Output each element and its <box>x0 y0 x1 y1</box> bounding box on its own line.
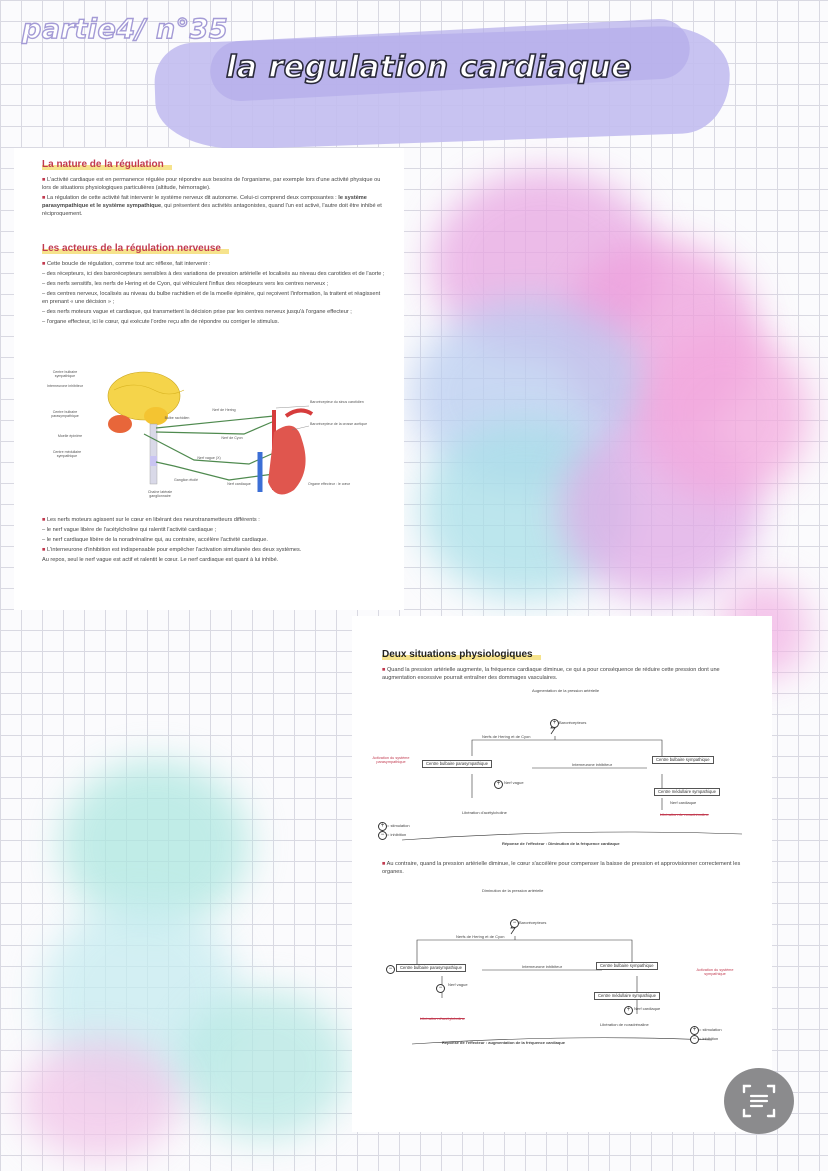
d2-plus-cardiaque: + <box>624 1006 633 1015</box>
d1-plus-baro: + <box>550 719 559 728</box>
d1-nerfs: Nerfs de Hering et de Cyon <box>482 734 531 739</box>
d1-legend-minus: − <box>378 831 387 840</box>
d2-legend-inhib: = inhibition <box>699 1036 719 1041</box>
d1-reponse: Réponse de l'effecteur : Diminution de la fréquence cardiaque <box>502 841 620 846</box>
label-baro-sinus: Barorécepteur du sinus carotidien <box>310 400 364 404</box>
d1-nora: Libération de noradrénaline <box>660 812 709 817</box>
d1-liberation: Libération d'acétylcholine <box>462 810 507 815</box>
d2-minus-baro: − <box>510 919 519 928</box>
d2-legend-plus: + <box>690 1026 699 1035</box>
d1-legend-inhib: = inhibition <box>387 832 407 837</box>
d1-cardiaque: Nerf cardiaque <box>670 800 697 805</box>
d2-liberation: Libération d'acétylcholine <box>420 1016 465 1021</box>
nature-paragraph-2: ■ La régulation de cette activité fait intervenir le système nerveux dit autonome. Celui-ci comprend deux composantes : le système parasympathique et le système sympathique, qui présentent des activités antagonistes, quand l'un est activé, l'autre doit être inhibé et réciproquement. <box>42 195 382 217</box>
d2-med-box: Centre médullaire sympathique <box>594 992 660 1000</box>
label-organe-effecteur: Organe effecteur : le cœur <box>308 482 351 486</box>
d1-med-box: Centre médullaire sympathique <box>654 788 720 796</box>
d1-baro: Barorécepteurs <box>559 720 587 725</box>
label-bulbe: Bulbe rachidien <box>164 416 190 420</box>
label-moelle: Moelle épinière <box>57 434 83 438</box>
flowchart-pressure-increase <box>372 688 762 848</box>
d2-activation: Activation du système sympathique <box>696 968 734 976</box>
moteurs-line-3: – le nerf cardiaque libère de la noradrénaline qui, au contraire, accélère l'activité cardiaque. <box>42 537 268 543</box>
d2-cardiaque: Nerf cardiaque <box>634 1006 661 1011</box>
part-number: partie4/ n°35 <box>22 14 229 45</box>
d2-vague: Nerf vague <box>448 982 468 987</box>
label-nerf-cardiaque: Nerf cardiaque <box>227 482 251 486</box>
label-centre-bulbaire-symp: Centre bulbaire sympathique <box>52 370 78 379</box>
acteurs-item: – des nerfs sensitifs, les nerfs de Hering et de Cyon, qui véhiculent l'influx des récepteurs vers les centres nerveux ; <box>42 281 329 287</box>
section-title-acteurs: Les acteurs de la régulation nerveuse <box>42 243 229 254</box>
label-interneurone: Interneurone inhibiteur <box>47 384 83 388</box>
flowchart-1-lines <box>372 688 762 848</box>
acteurs-intro: ■ Cette boucle de régulation, comme tout arc réflexe, fait intervenir : <box>42 261 211 267</box>
flowchart-pressure-decrease <box>372 888 762 1058</box>
textbook-excerpt-left <box>14 148 404 610</box>
d2-nora: Libération de noradrénaline <box>600 1022 649 1027</box>
nature-paragraph-1: ■ L'activité cardiaque est en permanence régulée pour répondre aux besoins de l'organisme, par exemple lors d'une activité physique ou lors de situations physiologiques particulières (altitude, hémorragie). <box>42 177 381 191</box>
label-centre-medullaire: Centre médullaire sympathique <box>52 450 82 459</box>
d1-symp-box: Centre bulbaire sympathique <box>652 756 714 764</box>
moteurs-line-4: ■ L'interneurone d'inhibition est indispensable pour empêcher l'activation simultanée des deux systèmes. <box>42 547 302 553</box>
label-nerf-cyon: Nerf de Cyon <box>221 436 243 440</box>
page-title: la regulation cardiaque <box>226 50 633 85</box>
moteurs-line-1: ■ Les nerfs moteurs agissent sur le cœur en libérant des neurotransmetteurs différents : <box>42 517 260 523</box>
scan-text-icon <box>724 1068 794 1134</box>
d2-reponse: Réponse de l'effecteur : augmentation de la fréquence cardiaque <box>442 1040 565 1045</box>
label-ganglion: Ganglion étoilé <box>174 478 198 482</box>
d2-para-box: Centre bulbaire parasympathique <box>396 964 466 972</box>
d2-top: Diminution de la pression artérielle <box>482 888 544 893</box>
d2-nerfs: Nerfs de Hering et de Cyon <box>456 934 505 939</box>
d2-minus-vague: − <box>436 984 445 993</box>
acteurs-item: – des récepteurs, ici des barorécepteurs sensibles à des variations de pression artérielle et localisés au niveau des carotides et de l'aorte ; <box>42 271 385 277</box>
d1-activation: Activation du système parasympathique <box>372 756 410 764</box>
label-nerf-hering: Nerf de Hering <box>212 408 236 412</box>
d1-top: Augmentation de la pression artérielle <box>532 688 600 693</box>
label-centre-bulbaire-para: Centre bulbaire parasympathique <box>51 410 79 419</box>
textbook-excerpt-right <box>352 616 772 1132</box>
d1-legend-stim: = stimulation <box>387 823 410 828</box>
section-title-nature: La nature de la régulation <box>42 159 172 170</box>
anatomy-diagram <box>44 370 389 510</box>
d2-baro: Barorécepteurs <box>519 920 547 925</box>
moteurs-line-5: Au repos, seul le nerf vague est actif et ralentit le cœur. Le nerf cardiaque est quant à lui inhibé. <box>42 557 279 563</box>
d2-symp-box: Centre bulbaire sympathique <box>596 962 658 970</box>
acteurs-item: – des centres nerveux, localisés au niveau du bulbe rachidien et de la moelle épinière, qui reçoivent l'information, la traitent et réagissent en prenant « une décision » ; <box>42 291 381 305</box>
situation-1-text: ■ Quand la pression artérielle augmente, la fréquence cardiaque diminue, ce qui a pour conséquence de réduire cette pression dont une augmentation excessive pourrait entraîner des dommages vasculaires. <box>382 667 720 681</box>
d1-legend-plus: + <box>378 822 387 831</box>
section-title-situations: Deux situations physiologiques <box>382 649 541 660</box>
acteurs-item: – l'organe effecteur, ici le cœur, qui exécute l'ordre reçu afin de répondre ou corriger le stimulus. <box>42 319 280 325</box>
scan-text-button[interactable] <box>724 1068 794 1134</box>
acteurs-item: – des nerfs moteurs vague et cardiaque, qui transmettent la décision prise par les centres nerveux jusqu'à l'organe effecteur ; <box>42 309 352 315</box>
d2-legend-stim: = stimulation <box>699 1027 722 1032</box>
d2-legend-minus: − <box>690 1035 699 1044</box>
d1-plus-vague: + <box>494 780 503 789</box>
label-nerf-vague: Nerf vague (X) <box>197 456 221 460</box>
moteurs-line-2: – le nerf vague libère de l'acétylcholine qui ralentit l'activité cardiaque ; <box>42 527 217 533</box>
d1-vague: Nerf vague <box>504 780 524 785</box>
d1-inter: Interneurone inhibiteur <box>572 762 613 767</box>
d2-inter: Interneurone inhibiteur <box>522 964 563 969</box>
label-baro-crosse: Barorécepteur de la crosse aortique <box>310 422 368 426</box>
d1-para-box: Centre bulbaire parasympathique <box>422 760 492 768</box>
d2-minus-para: − <box>386 965 395 974</box>
situation-2-text: ■ Au contraire, quand la pression artérielle diminue, le cœur s'accélère pour compenser la baisse de pression et approvisionner correctement les organes. <box>382 861 741 875</box>
label-chaine: Chaîne latérale ganglionnaire <box>147 490 173 499</box>
